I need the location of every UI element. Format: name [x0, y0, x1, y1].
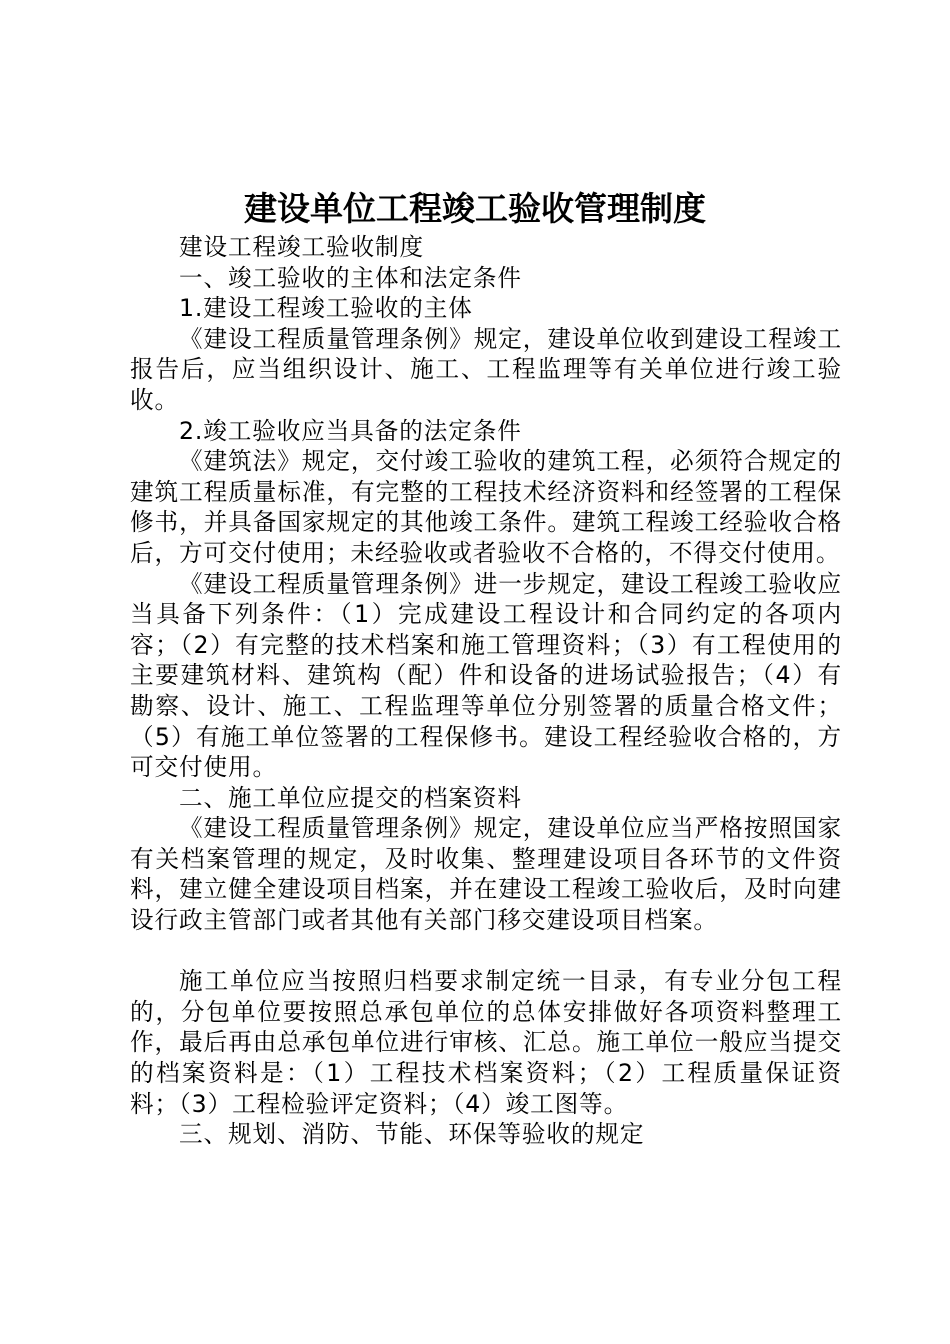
paragraph-subtitle: 建设工程竣工验收制度 — [179, 233, 424, 261]
document-body — [130, 232, 842, 1150]
paragraph: 《建设工程质量管理条例》规定，建设单位收到建设工程竣工报告后，应当组织设计、施工、工程监理等有关单位进行竣工验收。 — [130, 324, 842, 414]
section-heading-1: 一、竣工验收的主体和法定条件 — [179, 263, 522, 292]
paragraph: 施工单位应当按照归档要求制定统一目录，有专业分包工程的，分包单位要按照总承包单位的总体安排做好各项资料整理工作，最后再由总承包单位进行审核、汇总。施工单位一般应当提交的档案资料是：（1）工程技术档案资料；（2）工程质量保证资料；（3）工程检验评定资料；（4）竣工图等。 — [130, 967, 842, 1118]
paragraph: 《建设工程质量管理条例》进一步规定，建设工程竣工验收应当具备下列条件：（1）完成建设工程设计和合同约定的各项内容；（2）有完整的技术档案和施工管理资料；（3）有工程使用的主要建筑材料、建筑构（配）件和设备的进场试验报告；（4）有勘察、设计、施工、工程监理等单位分别签署的质量合格文件；（5）有施工单位签署的工程保修书。建设工程经验收合格的，方可交付使用。 — [130, 569, 842, 782]
paragraph: 《建筑法》规定，交付竣工验收的建筑工程，必须符合规定的建筑工程质量标准，有完整的工程技术经济资料和经签署的工程保修书，并具备国家规定的其他竣工条件。建筑工程竣工经验收合格后，方可交付使用；未经验收或者验收不合格的，不得交付使用。 — [130, 447, 842, 567]
subsection-heading-1-2: 2.竣工验收应当具备的法定条件 — [179, 416, 522, 445]
subsection-heading-1-1: 1.建设工程竣工验收的主体 — [179, 294, 473, 323]
blank-line — [130, 936, 842, 967]
section-heading-2: 二、施工单位应提交的档案资料 — [179, 783, 522, 812]
paragraph: 《建设工程质量管理条例》规定，建设单位应当严格按照国家有关档案管理的规定，及时收集、整理建设项目各环节的文件资料，建立健全建设项目档案，并在建设工程竣工验收后，及时向建设行政主管部门或者其他有关部门移交建设项目档案。 — [130, 814, 842, 935]
document-title: 建设单位工程竣工验收管理制度 — [244, 189, 706, 228]
section-heading-3: 三、规划、消防、节能、环保等验收的规定 — [179, 1120, 645, 1149]
